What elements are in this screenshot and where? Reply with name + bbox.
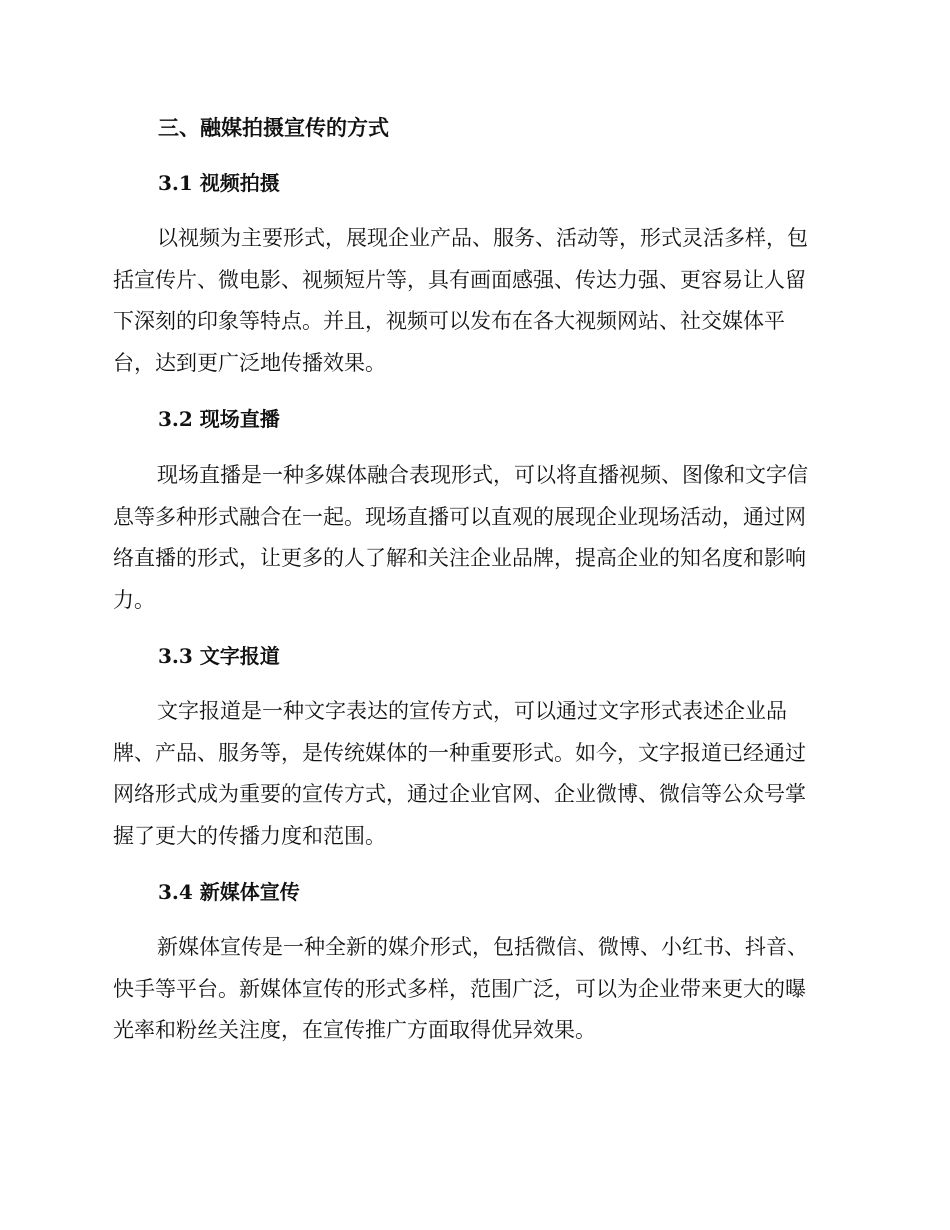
paragraph-line: 网络形式成为重要的宣传方式，通过企业官网、企业微博、微信等公众号掌 bbox=[113, 782, 806, 806]
paragraph-line: 握了更大的传播力度和范围。 bbox=[113, 823, 386, 848]
paragraph-newmedia bbox=[113, 927, 835, 1052]
paragraph-line: 力。 bbox=[113, 587, 155, 612]
paragraph-line: 现场直播是一种多媒体融合表现形式，可以将直播视频、图像和文字信 bbox=[157, 463, 808, 487]
paragraph-line: 络直播的形式，让更多的人了解和关注企业品牌，提高企业的知名度和影响 bbox=[113, 546, 806, 570]
subsection-heading-video: 3.1 视频拍摄 bbox=[158, 171, 280, 195]
paragraph-line: 下深刻的印象等特点。并且，视频可以发布在各大视频网站、社交媒体平 bbox=[113, 309, 785, 333]
paragraph-line: 新媒体宣传是一种全新的媒介形式，包括微信、微博、小红书、抖音、 bbox=[157, 935, 808, 959]
paragraph-text bbox=[113, 691, 835, 857]
paragraph-line: 息等多种形式融合在一起。现场直播可以直观的展现企业现场活动，通过网 bbox=[113, 504, 806, 529]
paragraph-line: 括宣传片、微电影、视频短片等，具有画面感强、传达力强、更容易让人留 bbox=[113, 267, 806, 292]
paragraph-line: 牌、产品、服务等，是传统媒体的一种重要形式。如今，文字报道已经通过 bbox=[113, 740, 806, 765]
paragraph-line: 以视频为主要形式，展现企业产品、服务、活动等，形式灵活多样，包 bbox=[157, 226, 808, 250]
paragraph-line: 台，达到更广泛地传播效果。 bbox=[113, 350, 386, 375]
subsection-heading-text: 3.3 文字报道 bbox=[158, 644, 280, 668]
subsection-heading-live: 3.2 现场直播 bbox=[158, 407, 280, 431]
paragraph-line: 快手等平台。新媒体宣传的形式多样，范围广泛，可以为企业带来更大的曝 bbox=[113, 976, 806, 1001]
section-title: 三、融媒拍摄宣传的方式 bbox=[158, 115, 389, 140]
paragraph-line: 文字报道是一种文字表达的宣传方式，可以通过文字形式表述企业品 bbox=[157, 699, 787, 723]
subsection-heading-newmedia: 3.4 新媒体宣传 bbox=[158, 880, 300, 904]
paragraph-line: 光率和粉丝关注度，在宣传推广方面取得优异效果。 bbox=[113, 1018, 596, 1042]
paragraph-video bbox=[113, 218, 835, 384]
paragraph-live bbox=[113, 455, 835, 621]
